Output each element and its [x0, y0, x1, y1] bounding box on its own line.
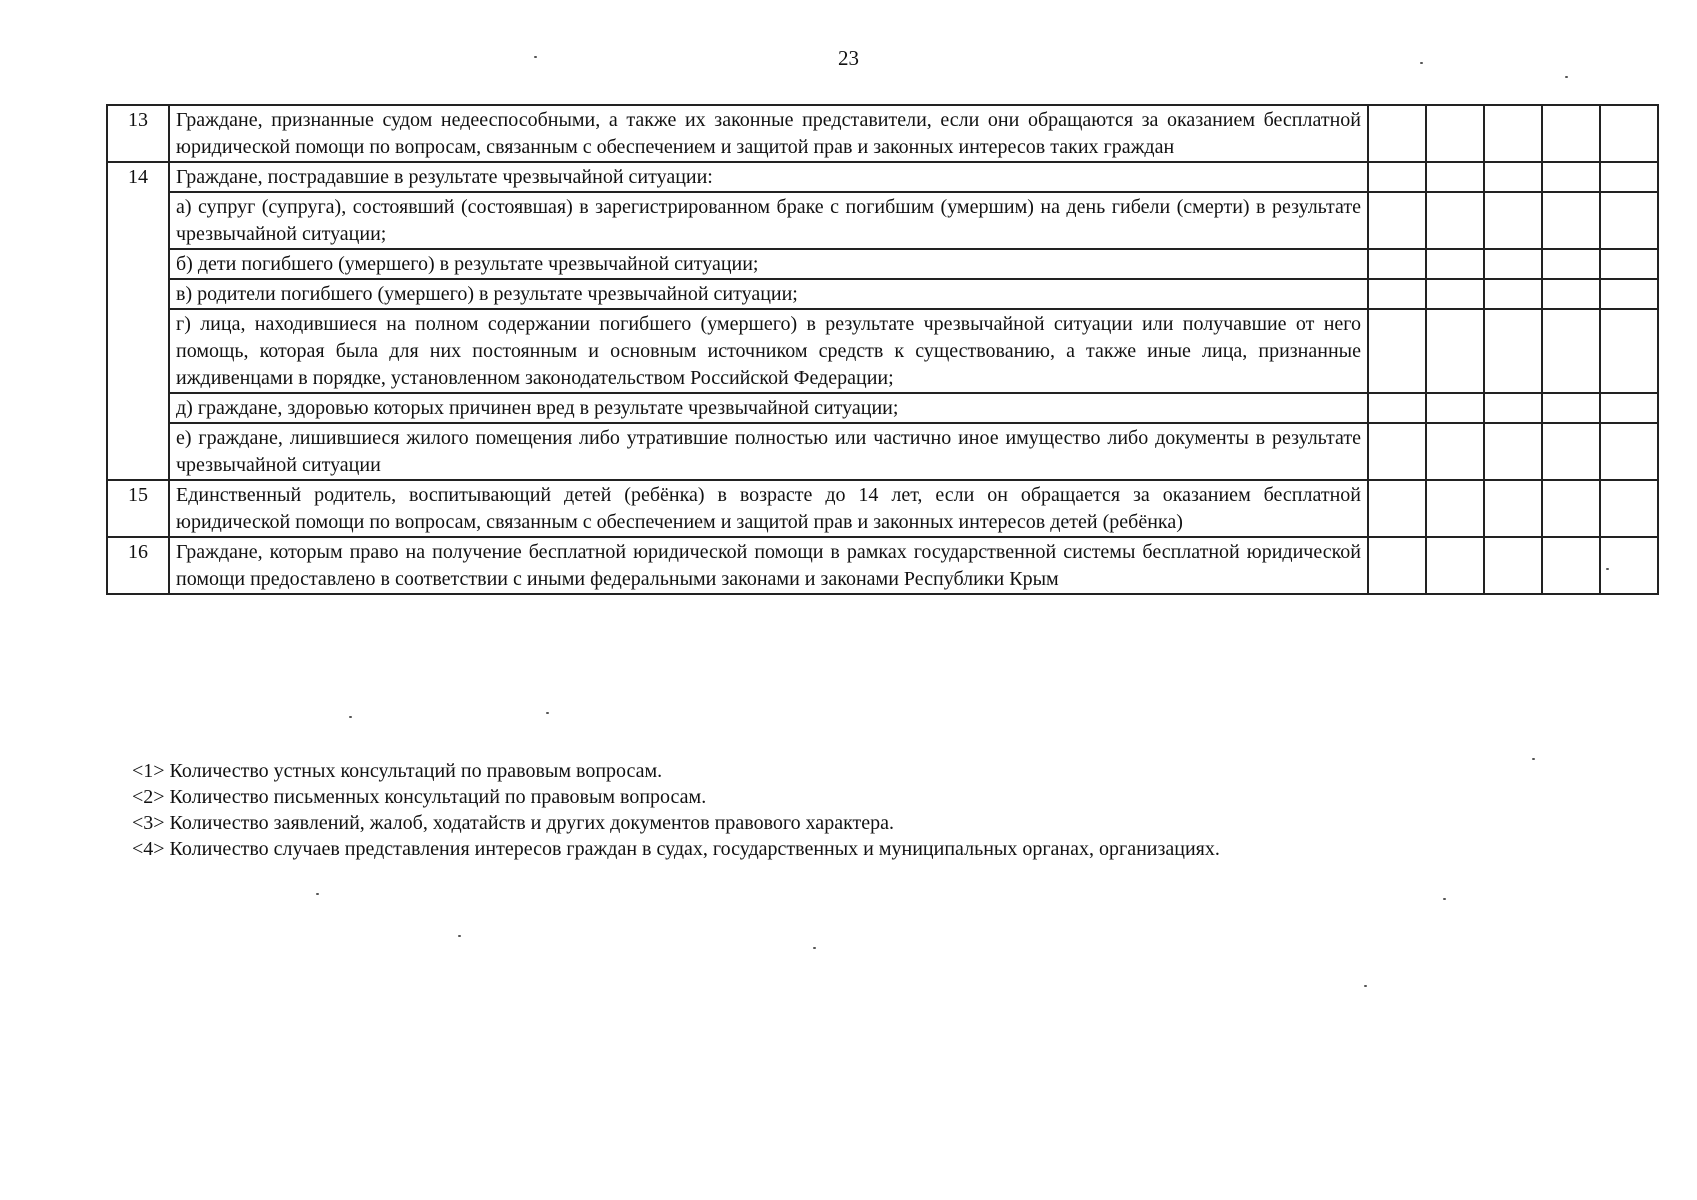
count-cell-1: [1368, 537, 1426, 594]
count-cell-2: [1426, 309, 1484, 393]
beneficiaries-table: [106, 104, 1659, 595]
subrow-description: а) супруг (супруга), состоявший (состоявшая) в зарегистрированном браке с погибшим (умершим) на день гибели (смерти) в результате чрезвычайной ситуации;: [169, 192, 1368, 249]
count-cell-2: [1426, 105, 1484, 162]
count-cell-5: [1600, 162, 1658, 192]
count-cell-2: [1426, 279, 1484, 309]
row-number: 13: [107, 105, 169, 162]
footnotes: [132, 758, 1632, 862]
scan-speck: [458, 935, 461, 937]
count-cell-1: [1368, 393, 1426, 423]
count-cell-4: [1542, 393, 1600, 423]
row-description: Единственный родитель, воспитывающий детей (ребёнка) в возрасте до 14 лет, если он обращается за оказанием бесплатной юридической помощи по вопросам, связанным с обеспечением и защитой прав и законных интересов детей (ребёнка): [169, 480, 1368, 537]
scan-speck: [349, 716, 352, 718]
count-cell-4: [1542, 192, 1600, 249]
scan-speck: [316, 893, 319, 895]
row-number: 16: [107, 537, 169, 594]
count-cell-2: [1426, 393, 1484, 423]
subrow-description: в) родители погибшего (умершего) в результате чрезвычайной ситуации;: [169, 279, 1368, 309]
count-cell-1: [1368, 162, 1426, 192]
count-cell-3: [1484, 309, 1542, 393]
count-cell-2: [1426, 423, 1484, 480]
table-row: [107, 537, 1658, 594]
row-description: Граждане, которым право на получение бесплатной юридической помощи в рамках государственной системы бесплатной юридической помощи предоставлено в соответствии с иными федеральными законами и законами Республики Крым: [169, 537, 1368, 594]
count-cell-5: [1600, 537, 1658, 594]
count-cell-3: [1484, 105, 1542, 162]
count-cell-5: [1600, 423, 1658, 480]
count-cell-5: [1600, 309, 1658, 393]
count-cell-3: [1484, 249, 1542, 279]
scan-speck: [546, 712, 549, 714]
scan-speck: [534, 56, 537, 58]
count-cell-4: [1542, 480, 1600, 537]
table-subrow: [107, 309, 1658, 393]
subrow-description: г) лица, находившиеся на полном содержании погибшего (умершего) в результате чрезвычайной ситуации или получавшие от него помощь, которая была для них постоянным и основным источником средств к существованию, а также иные лица, признанные иждивенцами в порядке, установленном законодательством Российской Федерации;: [169, 309, 1368, 393]
table-subrow: [107, 279, 1658, 309]
count-cell-3: [1484, 480, 1542, 537]
count-cell-3: [1484, 423, 1542, 480]
count-cell-2: [1426, 480, 1484, 537]
footnote: <4> Количество случаев представления интересов граждан в судах, государственных и муниципальных органах, организациях.: [132, 838, 1220, 860]
count-cell-4: [1542, 249, 1600, 279]
count-cell-1: [1368, 309, 1426, 393]
count-cell-4: [1542, 105, 1600, 162]
scan-speck: [1443, 898, 1446, 900]
count-cell-3: [1484, 162, 1542, 192]
table-subrow: [107, 423, 1658, 480]
table-subrow: [107, 393, 1658, 423]
count-cell-2: [1426, 249, 1484, 279]
table-subrow: [107, 192, 1658, 249]
count-cell-4: [1542, 309, 1600, 393]
count-cell-4: [1542, 423, 1600, 480]
count-cell-5: [1600, 393, 1658, 423]
row-description: Граждане, признанные судом недееспособными, а также их законные представители, если они обращаются за оказанием бесплатной юридической помощи по вопросам, связанным с обеспечением и защитой прав и законных интересов таких граждан: [169, 105, 1368, 162]
scan-speck: [1364, 985, 1367, 987]
count-cell-5: [1600, 279, 1658, 309]
row-number: 15: [107, 480, 169, 537]
count-cell-1: [1368, 192, 1426, 249]
table-row: [107, 105, 1658, 162]
count-cell-3: [1484, 192, 1542, 249]
count-cell-3: [1484, 279, 1542, 309]
scan-speck: [1532, 758, 1535, 760]
scan-speck: [1606, 568, 1609, 570]
row-description: Граждане, пострадавшие в результате чрезвычайной ситуации:: [169, 162, 1368, 192]
count-cell-2: [1426, 162, 1484, 192]
count-cell-4: [1542, 162, 1600, 192]
count-cell-5: [1600, 249, 1658, 279]
scan-speck: [1420, 62, 1423, 64]
subrow-description: д) граждане, здоровью которых причинен вред в результате чрезвычайной ситуации;: [169, 393, 1368, 423]
row-number: 14: [107, 162, 169, 480]
subrow-description: е) граждане, лишившиеся жилого помещения либо утратившие полностью или частично иное имущество либо документы в результате чрезвычайной ситуации: [169, 423, 1368, 480]
count-cell-2: [1426, 537, 1484, 594]
count-cell-5: [1600, 192, 1658, 249]
scan-speck: [813, 947, 816, 949]
table-row: [107, 480, 1658, 537]
table-row: [107, 162, 1658, 192]
count-cell-3: [1484, 537, 1542, 594]
count-cell-4: [1542, 537, 1600, 594]
count-cell-1: [1368, 423, 1426, 480]
count-cell-1: [1368, 105, 1426, 162]
footnote: <1> Количество устных консультаций по правовым вопросам.: [132, 760, 663, 782]
count-cell-5: [1600, 105, 1658, 162]
count-cell-1: [1368, 480, 1426, 537]
footnote: <2> Количество письменных консультаций по правовым вопросам.: [132, 786, 707, 808]
page-number: 23: [838, 46, 859, 70]
scan-speck: [1565, 76, 1568, 78]
footnote: <3> Количество заявлений, жалоб, ходатайств и других документов правового характера.: [132, 812, 895, 834]
count-cell-4: [1542, 279, 1600, 309]
count-cell-5: [1600, 480, 1658, 537]
count-cell-1: [1368, 249, 1426, 279]
count-cell-2: [1426, 192, 1484, 249]
table-subrow: [107, 249, 1658, 279]
count-cell-1: [1368, 279, 1426, 309]
count-cell-3: [1484, 393, 1542, 423]
subrow-description: б) дети погибшего (умершего) в результате чрезвычайной ситуации;: [169, 249, 1368, 279]
